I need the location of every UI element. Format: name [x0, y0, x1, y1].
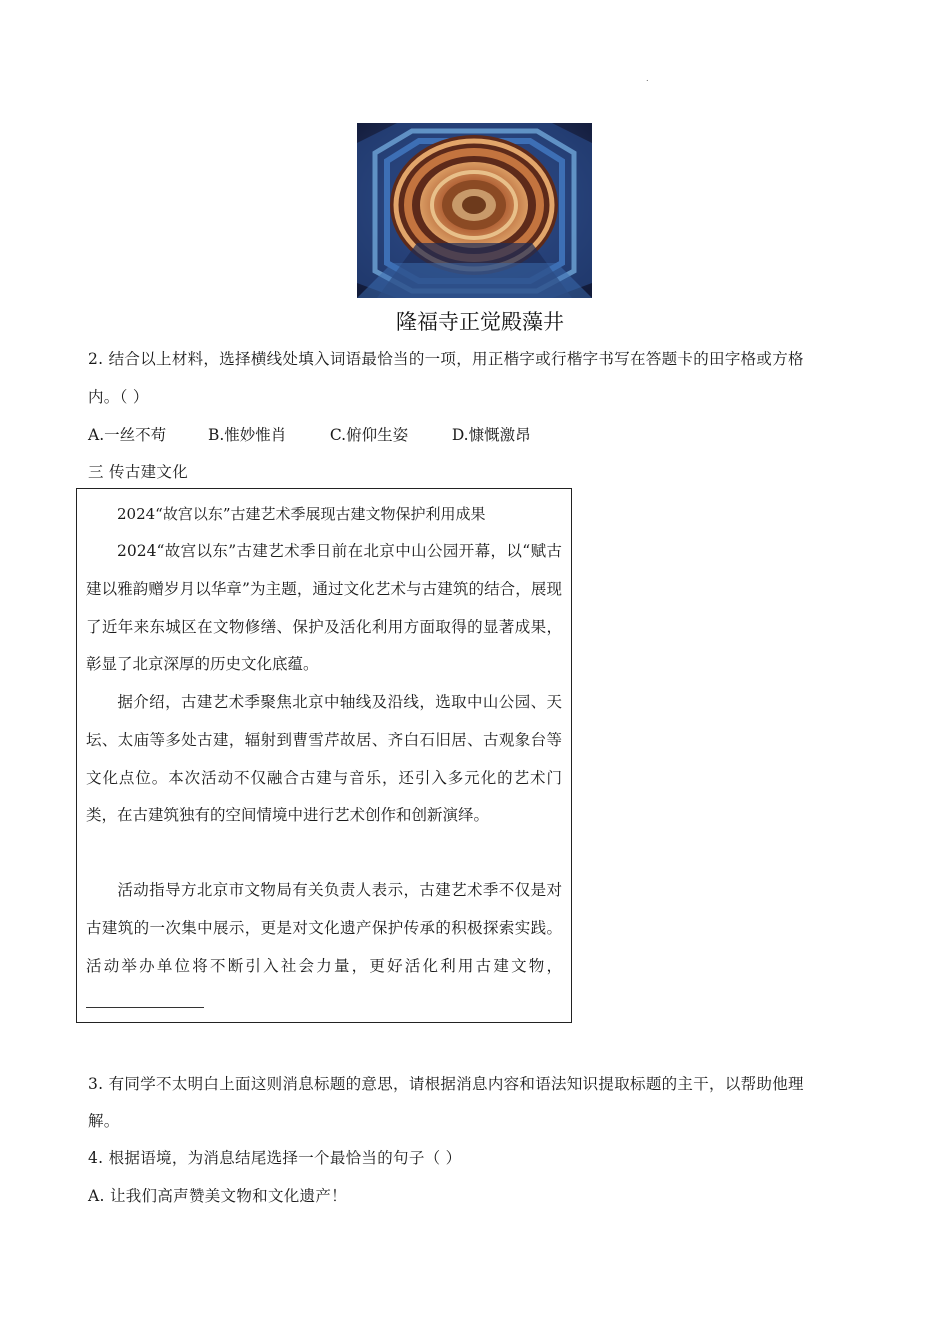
news-paragraph-1: 2024“故宫以东”古建艺术季日前在北京中山公园开幕，以“赋古建以雅韵赠岁月以华章”为主题，通过文化艺术与古建筑的结合，展现了近年来东城区在文物修缮、保护及活化利用方面取得的显著成果，彰显了北京深厚的历史文化底蕴。 — [86, 542, 562, 674]
option-d: D.慷慨激昂 — [451, 426, 531, 444]
news-title: 2024“故宫以东”古建艺术季展现古建文物保护利用成果 — [117, 505, 486, 523]
option-a: A.一丝不苟 — [88, 426, 167, 444]
news-paragraph-2: 据介绍，古建艺术季聚焦北京中轴线及沿线，选取中山公园、天坛、太庙等多处古建，辐射到曹雪芹故居、齐白石旧居、古观象台等文化点位。本次活动不仅融合古建与音乐，还引入多元化的艺术门类，在古建筑独有的空间情境中进行艺术创作和创新演绎。 — [86, 693, 562, 825]
page-mark: . — [646, 74, 649, 83]
news-article-box — [76, 488, 572, 1023]
section-heading: 三 传古建文化 — [88, 463, 189, 481]
question-3-text: 3. 有同学不太明白上面这则消息标题的意思，请根据消息内容和语法知识提取标题的主干，以帮助他理 — [88, 1075, 804, 1093]
photo-caption: 隆福寺正觉殿藻井 — [396, 310, 564, 334]
news-paragraph-3: 活动指导方北京市文物局有关负责人表示，古建艺术季不仅是对古建筑的一次集中展示，更是对文化遗产保护传承的积极探索实践。活动举办单位将不断引入社会力量，更好活化利用古建文物， — [86, 872, 562, 1023]
question-4-option-a: A. 让我们高声赞美文物和文化遗产！ — [88, 1187, 347, 1205]
question-2-text: 2. 结合以上材料，选择横线处填入词语最恰当的一项，用正楷字或行楷字书写在答题卡的田字格或方格 — [88, 350, 804, 368]
question-2-text-cont: 内。（ ） — [88, 388, 149, 406]
caisson-ceiling-photo — [357, 123, 592, 298]
question-2-options — [88, 423, 531, 445]
question-4-text: 4. 根据语境，为消息结尾选择一个最恰当的句子（ ） — [88, 1149, 462, 1167]
question-3-text-cont: 解。 — [88, 1112, 120, 1130]
option-b: B.惟妙惟肖 — [207, 426, 287, 444]
answer-blank — [86, 993, 204, 1008]
option-c: C.俯仰生姿 — [329, 426, 409, 444]
